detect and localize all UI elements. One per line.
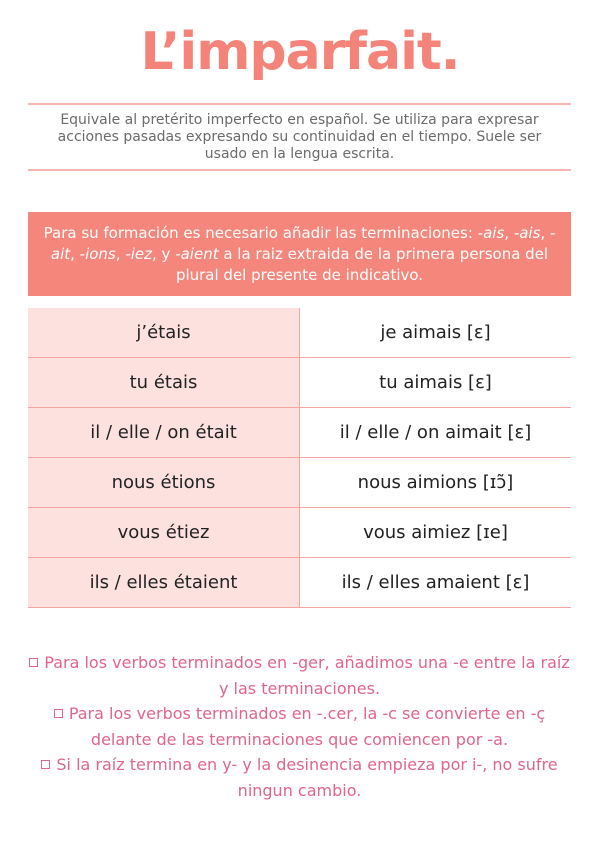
ending: -ions <box>79 244 116 263</box>
table-row <box>28 458 571 508</box>
page-title: L’imparfait. <box>140 22 460 82</box>
ending: -ait <box>50 223 556 263</box>
etre-cell: nous étions <box>28 458 300 508</box>
note-item: Para los verbos terminados en -.cer, la -c se convierte en -ç delante de las terminaciones que comiencen por -a. <box>28 701 571 752</box>
table-row <box>28 558 571 608</box>
formation-box <box>28 212 571 296</box>
etre-cell: vous étiez <box>28 508 300 558</box>
etre-cell: ils / elles étaient <box>28 558 300 608</box>
aimer-cell: je aimais [ɛ] <box>300 308 572 358</box>
ending: -aient <box>175 244 219 263</box>
ending: -ais <box>477 223 505 242</box>
aimer-cell: ils / elles amaient [ɛ] <box>300 558 572 608</box>
etre-cell: il / elle / on était <box>28 408 300 458</box>
checkbox-icon <box>29 658 38 667</box>
etre-cell: tu étais <box>28 358 300 408</box>
checkbox-icon <box>54 709 63 718</box>
etre-cell: j’étais <box>28 308 300 358</box>
table-row <box>28 308 571 358</box>
note-item: Para los verbos terminados en -ger, añadimos una -e entre la raíz y las terminaciones. <box>28 650 571 701</box>
ending: -ais <box>513 223 541 242</box>
aimer-cell: nous aimions [ɪɔ̃] <box>300 458 572 508</box>
checkbox-icon <box>41 760 50 769</box>
aimer-cell: il / elle / on aimait [ɛ] <box>300 408 572 458</box>
formation-text: Para su formación es necesario añadir las terminaciones: -ais, -ais, -ait, -ions, -iez, y -aient a la raiz extraida de la primera persona del plural del presente de indicativo. <box>43 223 556 284</box>
notes-list <box>28 650 571 803</box>
note-item: Si la raíz termina en y- y la desinencia empieza por i-, no sufre ningun cambio. <box>28 752 571 803</box>
table-row <box>28 408 571 458</box>
intro-text: Equivale al pretérito imperfecto en español. Se utiliza para expresar acciones pasadas expresando su continuidad en el tiempo. Suele ser usado en la lengua escrita. <box>28 103 571 171</box>
table-row <box>28 358 571 408</box>
aimer-cell: vous aimiez [ɪe] <box>300 508 572 558</box>
conjugation-table <box>28 308 571 608</box>
ending: -iez <box>125 244 152 263</box>
table-row <box>28 508 571 558</box>
aimer-cell: tu aimais [ɛ] <box>300 358 572 408</box>
